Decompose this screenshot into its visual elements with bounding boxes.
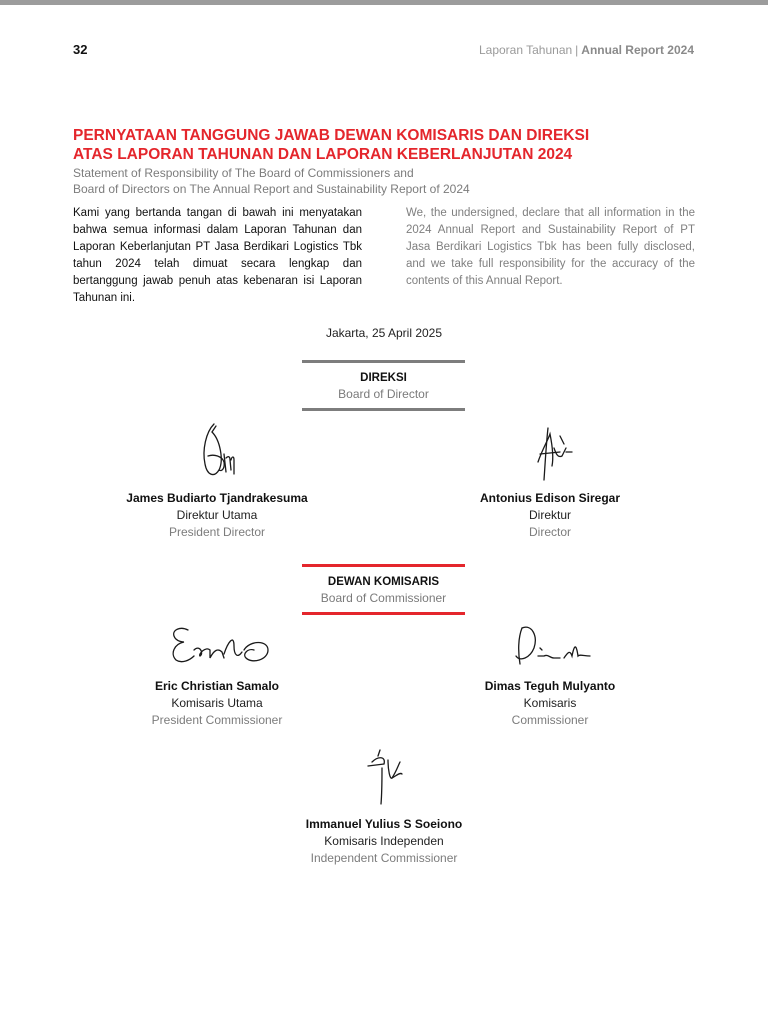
page-number: 32 <box>73 42 88 57</box>
signer-name: Antonius Edison Siregar <box>479 491 620 505</box>
signer-title-id: Direktur <box>528 508 571 522</box>
statement-indonesian: Kami yang bertanda tangan di bawah ini menyatakan bahwa semua informasi dalam Laporan Tahunan dan Laporan Keberlanjutan PT Jasa Berdikari Logistics Tbk tahun 2024 telah dimuat secara lengkap dan bertanggung jawab penuh atas kebenaran isi Laporan Tahunan ini. <box>73 207 362 304</box>
signer-card <box>87 678 347 729</box>
signer-title-en: President Director <box>168 525 266 539</box>
heading-rule-bottom <box>302 612 465 615</box>
signer-name: James Budiarto Tjandrakesuma <box>126 491 308 505</box>
statement-english: We, the undersigned, declare that all information in the 2024 Annual Report and Sustainability Report of PT Jasa Berdikari Logistics Tbk has been fully disclosed, and we take full responsibility for the accuracy of the contents of this Annual Report. <box>406 207 695 287</box>
signer-title-en: Director <box>528 525 571 539</box>
signer-title-en: Commissioner <box>511 713 589 727</box>
signer-card <box>254 816 514 867</box>
place-and-date: Jakarta, 25 April 2025 <box>325 326 443 340</box>
signature-immanuel <box>364 746 406 808</box>
page-title-line-2: ATAS LAPORAN TAHUNAN DAN LAPORAN KEBERLANJUTAN 2024 <box>73 146 573 163</box>
signature-antonius <box>530 422 574 484</box>
signer-title-en: President Commissioner <box>151 713 283 727</box>
running-separator: | <box>575 43 579 57</box>
signer-name: Eric Christian Samalo <box>154 679 280 693</box>
signer-title-en: Independent Commissioner <box>310 851 458 865</box>
directors-heading <box>302 360 465 411</box>
signature-dimas <box>508 620 594 670</box>
signer-title-id: Komisaris Utama <box>171 696 263 710</box>
signer-card <box>87 490 347 541</box>
heading-rule-top <box>302 360 465 363</box>
heading-rule-top <box>302 564 465 567</box>
signer-title-id: Komisaris Independen <box>324 834 444 848</box>
page-subtitle-line-2: Board of Directors on The Annual Report and Sustainability Report of 2024 <box>73 181 470 196</box>
signer-name: Immanuel Yulius S Soeiono <box>305 817 463 831</box>
signature-eric <box>160 620 272 672</box>
signer-card <box>420 490 680 541</box>
page-subtitle-line-1: Statement of Responsibility of The Board of Commissioners and <box>73 166 414 180</box>
signer-title-id: Komisaris <box>523 696 577 710</box>
directors-heading-en: Board of Director <box>338 387 429 401</box>
directors-heading-id: DIREKSI <box>360 372 407 384</box>
heading-rule-bottom <box>302 408 465 411</box>
page-title-line-1: PERNYATAAN TANGGUNG JAWAB DEWAN KOMISARIS DAN DIREKSI <box>73 127 590 144</box>
running-title-en: Annual Report 2024 <box>581 43 694 57</box>
commissioners-heading <box>302 564 465 615</box>
page-subtitle <box>73 166 693 197</box>
top-border-bar <box>0 0 768 5</box>
signer-name: Dimas Teguh Mulyanto <box>484 679 616 693</box>
running-header <box>479 43 694 57</box>
signer-title-id: Direktur Utama <box>176 508 258 522</box>
commissioners-heading-en: Board of Commissioner <box>320 591 447 605</box>
signature-james <box>192 420 242 482</box>
page-title <box>73 126 693 164</box>
signer-card <box>420 678 680 729</box>
commissioners-heading-id: DEWAN KOMISARIS <box>327 576 440 588</box>
running-title-id: Laporan Tahunan <box>478 43 573 57</box>
